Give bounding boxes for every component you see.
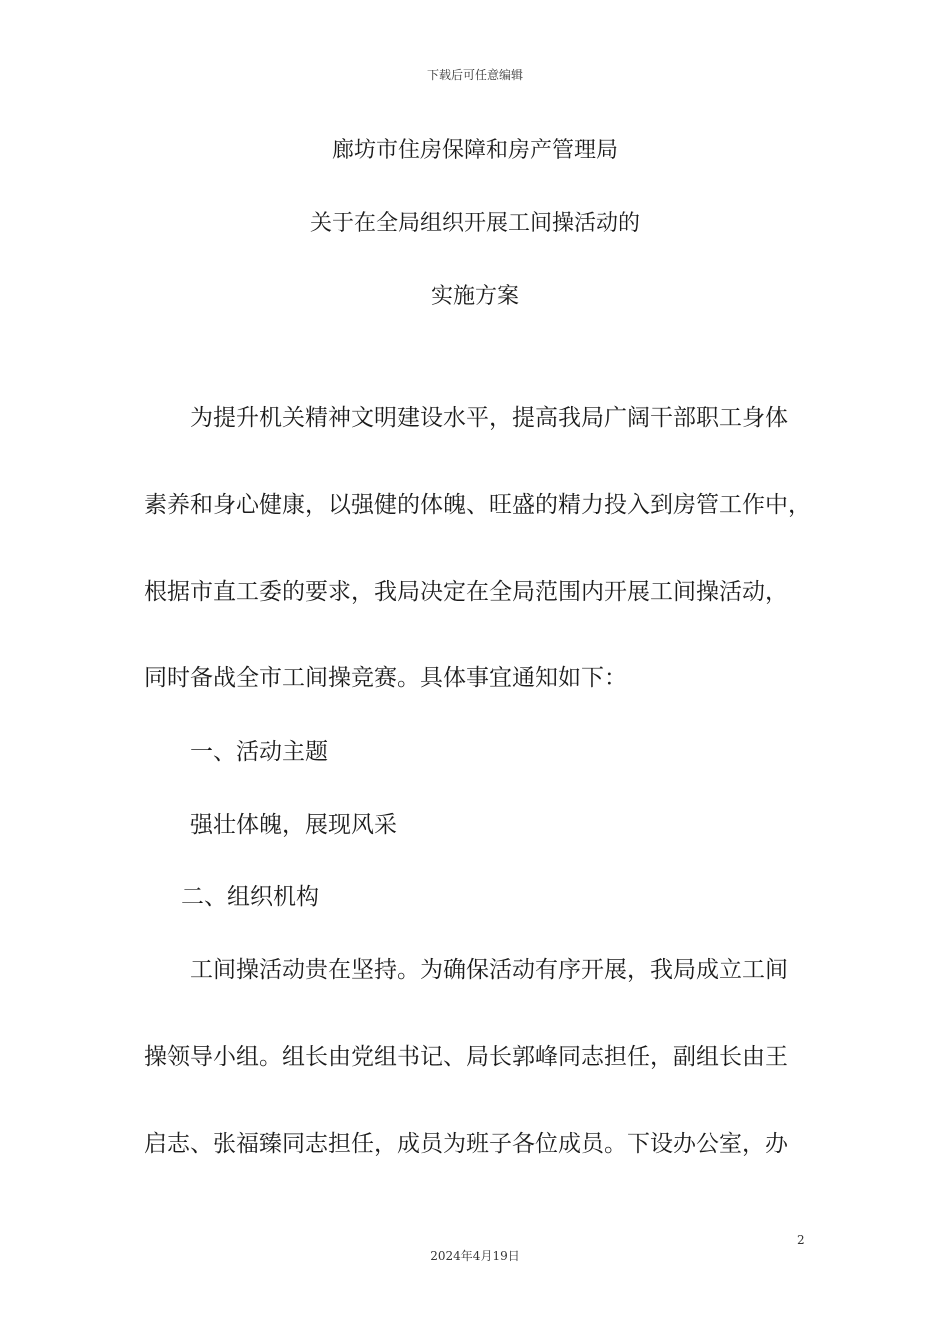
document-title-line-3: 实施方案 <box>430 284 519 309</box>
document-title-line-2: 关于在全局组织开展工间操活动的 <box>309 211 640 236</box>
header-note: 下载后可任意编辑 <box>426 68 523 82</box>
theme-text: 强壮体魄，展现风采 <box>190 812 397 838</box>
body-line-10: 启志、张福臻同志担任，成员为班子各位成员。下设办公室，办 <box>144 1131 788 1157</box>
document-title-line-1: 廊坊市住房保障和房产管理局 <box>331 138 618 163</box>
section-heading-theme: 一、活动主题 <box>190 739 328 765</box>
body-line-8: 工间操活动贵在坚持。为确保活动有序开展，我局成立工间 <box>190 957 788 983</box>
body-line-9: 操领导小组。组长由党组书记、局长郭峰同志担任，副组长由王 <box>144 1044 788 1070</box>
footer-date: 2024年4月19日 <box>430 1249 520 1263</box>
page-number: 2 <box>797 1233 805 1247</box>
body-line-3: 根据市直工委的要求，我局决定在全局范围内开展工间操活动， <box>144 579 788 605</box>
body-line-2: 素养和身心健康，以强健的体魄、旺盛的精力投入到房管工作中， <box>144 492 811 518</box>
body-line-4: 同时备战全市工间操竞赛。具体事宜通知如下： <box>144 665 627 691</box>
section-heading-organization: 二、组织机构 <box>181 884 319 910</box>
body-line-1: 为提升机关精神文明建设水平，提高我局广阔干部职工身体 <box>190 405 788 431</box>
